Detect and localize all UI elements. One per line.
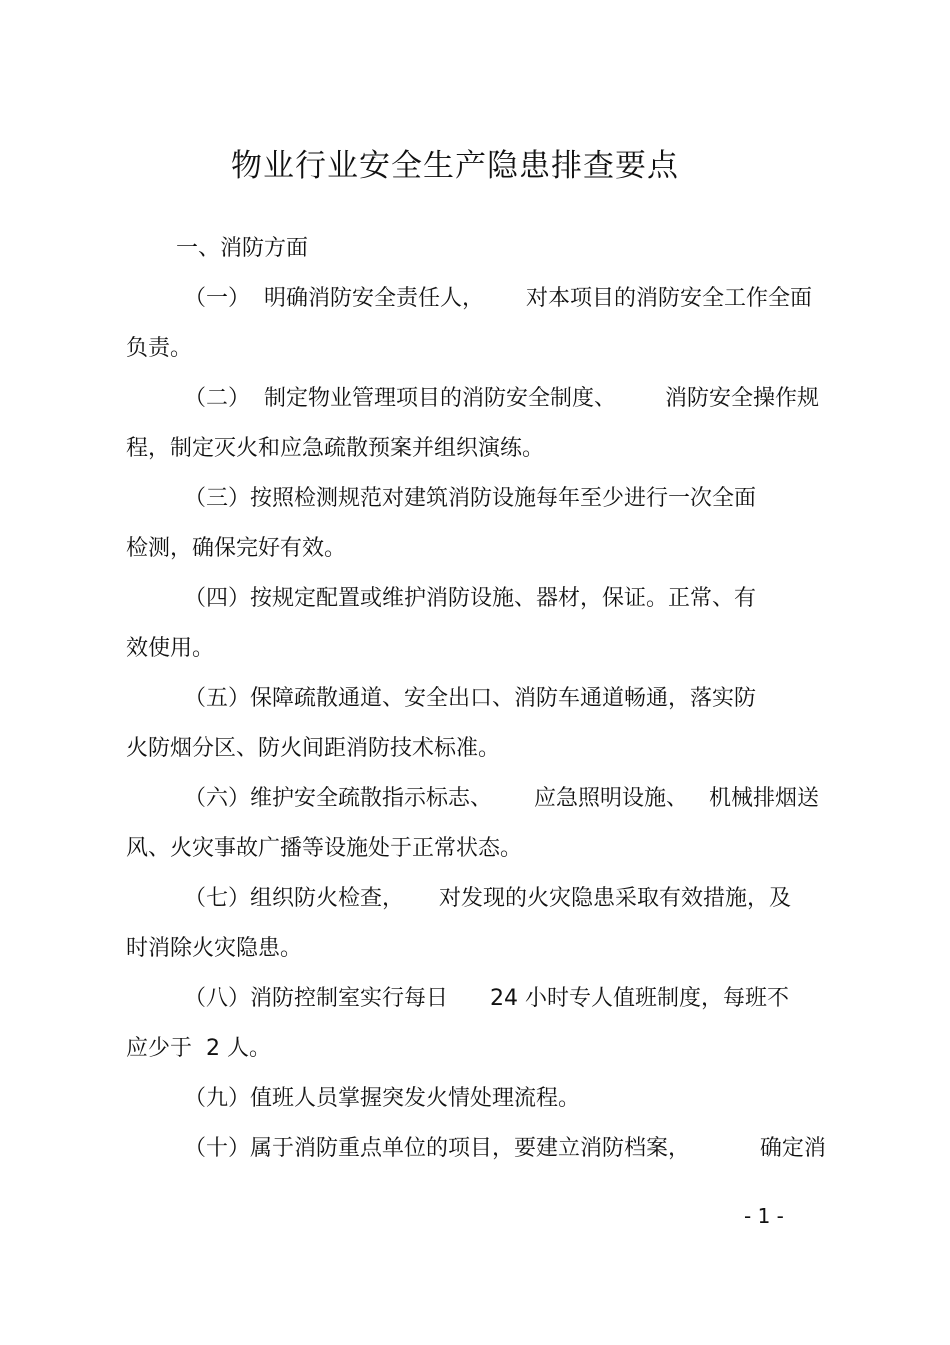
section-heading: 一、消防方面 — [176, 236, 309, 261]
item-4-line-2: 效使用。 — [126, 636, 215, 661]
item-8-line-1: （八）消防控制室实行每日 24 小时专人值班制度，每班不 — [184, 986, 789, 1011]
document-title: 物业行业安全生产隐患排查要点 — [231, 148, 679, 184]
item-1-line-1: （一） 明确消防安全责任人， 对本项目的消防安全工作全面 — [184, 286, 812, 311]
item-7-line-2: 时消除火灾隐患。 — [126, 936, 303, 961]
page-number: - 1 - — [744, 1204, 784, 1228]
item-6-line-1: （六）维护安全疏散指示标志、 应急照明设施、 机械排烟送 — [184, 786, 819, 811]
item-5-line-2: 火防烟分区、防火间距消防技术标准。 — [126, 736, 501, 761]
item-2-line-2: 程，制定灭火和应急疏散预案并组织演练。 — [126, 436, 545, 461]
item-5-line-1: （五）保障疏散通道、安全出口、消防车通道畅通，落实防 — [184, 686, 757, 711]
item-7-line-1: （七）组织防火检查， 对发现的火灾隐患采取有效措施，及 — [184, 886, 791, 911]
item-8-line-2: 应少于 2 人。 — [126, 1036, 271, 1061]
item-3-line-1: （三）按照检测规范对建筑消防设施每年至少进行一次全面 — [184, 486, 757, 511]
item-4-line-1: （四）按规定配置或维护消防设施、器材，保证。正常、有 — [184, 586, 757, 611]
item-6-line-2: 风、火灾事故广播等设施处于正常状态。 — [126, 836, 523, 861]
item-1-line-2: 负责。 — [126, 336, 193, 361]
item-2-line-1: （二） 制定物业管理项目的消防安全制度、 消防安全操作规 — [184, 386, 819, 411]
item-10-line-1: （十）属于消防重点单位的项目，要建立消防档案， 确定消 — [184, 1136, 826, 1161]
item-9-line-1: （九）值班人员掌握突发火情处理流程。 — [184, 1086, 581, 1111]
item-3-line-2: 检测，确保完好有效。 — [126, 536, 347, 561]
